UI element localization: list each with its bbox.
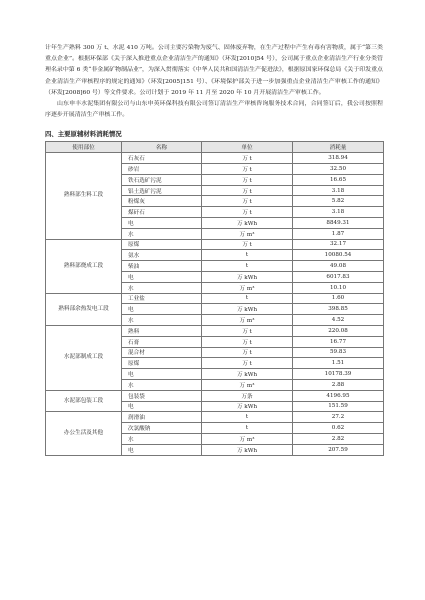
value-cell: 318.94	[293, 153, 384, 164]
name-cell: 电	[122, 218, 202, 229]
value-cell: 1.87	[293, 228, 384, 239]
unit-cell: 万 t	[202, 174, 293, 185]
value-cell: 1.60	[293, 293, 384, 304]
unit-cell: 万 kWh	[202, 271, 293, 282]
table-row	[46, 412, 384, 423]
value-cell: 10178.39	[293, 369, 384, 380]
department-cell: 熟料部生料工段	[46, 153, 122, 239]
value-cell: 16.65	[293, 174, 384, 185]
value-cell: 32.17	[293, 239, 384, 250]
header-unit: 单位	[202, 142, 293, 153]
unit-cell: t	[202, 250, 293, 261]
name-cell: 水	[122, 315, 202, 326]
value-cell: 5.82	[293, 196, 384, 207]
value-cell: 16.77	[293, 336, 384, 347]
unit-cell: 万 m³	[202, 315, 293, 326]
value-cell: 3.18	[293, 207, 384, 218]
name-cell: 次氯酸钠	[122, 423, 202, 434]
value-cell: 10.10	[293, 282, 384, 293]
department-cell: 熟料部烧成工段	[46, 239, 122, 293]
table-row	[46, 153, 384, 164]
unit-cell: 万 m³	[202, 282, 293, 293]
document-page	[45, 42, 383, 456]
value-cell: 6017.83	[293, 271, 384, 282]
name-cell: 电	[122, 444, 202, 455]
unit-cell: 万 kWh	[202, 401, 293, 412]
name-cell: 电	[122, 304, 202, 315]
value-cell: 27.2	[293, 412, 384, 423]
department-cell: 水泥部包装工段	[46, 390, 122, 412]
section-title: 四、主要原辅材料消耗情况	[45, 130, 122, 139]
table-row	[46, 293, 384, 304]
name-cell: 工业盐	[122, 293, 202, 304]
paragraph-1: 计年生产熟料 300 万 t、水泥 410 万吨。公司主要污染物为废气、固体废弃物，在生产过程中产生有毒有害物质，属于“第三类重点企业”。根据环保部《关于深入推进重点企业清洁生产的通知》（环发[2010]54 号），公司属于重点企业清洁生产行业分类管理名录中第 6 类“非金属矿物制品业”，为深入贯彻落实《中华人民共和国清洁生产促进法》，根据原国家环保总局《关于印发重点企业清洁生产审核程序的规定的通知》（环发[2005]151 号）、《环境保护部关于进一步加强重点企业清洁生产审核工作的通知》（环发[2008]60 号）等文件要求。公司计划于 2019 年 11 月至 2020 年 10 月开展清洁生产审核工作。	[45, 44, 383, 96]
name-cell: 混合材	[122, 347, 202, 358]
unit-cell: t	[202, 412, 293, 423]
unit-cell: 万 kWh	[202, 369, 293, 380]
materials-table	[45, 141, 384, 455]
unit-cell: 万 m³	[202, 228, 293, 239]
table-row	[46, 325, 384, 336]
name-cell: 水	[122, 379, 202, 390]
value-cell: 220.08	[293, 325, 384, 336]
value-cell: 0.62	[293, 423, 384, 434]
name-cell: 原煤	[122, 239, 202, 250]
name-cell: 电	[122, 271, 202, 282]
header-consumption: 消耗量	[293, 142, 384, 153]
name-cell: 电	[122, 401, 202, 412]
unit-cell: 万 t	[202, 185, 293, 196]
unit-cell: 万 t	[202, 153, 293, 164]
value-cell: 10080.54	[293, 250, 384, 261]
value-cell: 207.59	[293, 444, 384, 455]
unit-cell: 万 kWh	[202, 218, 293, 229]
department-cell: 办公生活及其他	[46, 412, 122, 455]
unit-cell: 万 t	[202, 239, 293, 250]
name-cell: 粉煤灰	[122, 196, 202, 207]
name-cell: 电	[122, 369, 202, 380]
unit-cell: 万 t	[202, 358, 293, 369]
value-cell: 4196.95	[293, 390, 384, 401]
value-cell: 8849.31	[293, 218, 384, 229]
value-cell: 2.88	[293, 379, 384, 390]
value-cell: 398.85	[293, 304, 384, 315]
name-cell: 柴油	[122, 261, 202, 272]
department-cell: 水泥部制成工段	[46, 325, 122, 390]
department-cell: 熟料部余热发电工段	[46, 293, 122, 325]
unit-cell: 万 t	[202, 207, 293, 218]
unit-cell: 万 t	[202, 196, 293, 207]
value-cell: 32.50	[293, 164, 384, 175]
name-cell: 水	[122, 282, 202, 293]
name-cell: 熟料	[122, 325, 202, 336]
unit-cell: 万 t	[202, 164, 293, 175]
name-cell: 铁石选矿污泥	[122, 174, 202, 185]
unit-cell: t	[202, 261, 293, 272]
name-cell: 原煤	[122, 358, 202, 369]
name-cell: 氨水	[122, 250, 202, 261]
unit-cell: 万 t	[202, 347, 293, 358]
table-row	[46, 390, 384, 401]
header-name: 名称	[122, 142, 202, 153]
name-cell: 铝土选矿污泥	[122, 185, 202, 196]
name-cell: 石膏	[122, 336, 202, 347]
unit-cell: 万 m³	[202, 433, 293, 444]
table-row	[46, 239, 384, 250]
paragraph-2: 山东申丰水泥集团有限公司与山东申英环保科技有限公司签订清洁生产审核咨询服务技术合同，合同签订后，我公司按照程序逐步开展清洁生产审核工作。	[45, 100, 383, 119]
name-cell: 水	[122, 433, 202, 444]
value-cell: 4.52	[293, 315, 384, 326]
value-cell: 2.82	[293, 433, 384, 444]
unit-cell: t	[202, 423, 293, 434]
header-department: 使用部位	[46, 142, 122, 153]
unit-cell: 万 t	[202, 336, 293, 347]
unit-cell: t	[202, 293, 293, 304]
unit-cell: 万 kWh	[202, 304, 293, 315]
value-cell: 59.83	[293, 347, 384, 358]
value-cell: 3.18	[293, 185, 384, 196]
unit-cell: 万 kWh	[202, 444, 293, 455]
value-cell: 151.59	[293, 401, 384, 412]
name-cell: 石灰石	[122, 153, 202, 164]
unit-cell: 万 t	[202, 325, 293, 336]
name-cell: 润滑油	[122, 412, 202, 423]
value-cell: 1.51	[293, 358, 384, 369]
name-cell: 砂岩	[122, 164, 202, 175]
table-header-row	[46, 142, 384, 153]
unit-cell: 万 m³	[202, 379, 293, 390]
unit-cell: 万条	[202, 390, 293, 401]
table-body	[46, 153, 384, 455]
name-cell: 水	[122, 228, 202, 239]
name-cell: 包装袋	[122, 390, 202, 401]
name-cell: 煤矸石	[122, 207, 202, 218]
value-cell: 49.08	[293, 261, 384, 272]
